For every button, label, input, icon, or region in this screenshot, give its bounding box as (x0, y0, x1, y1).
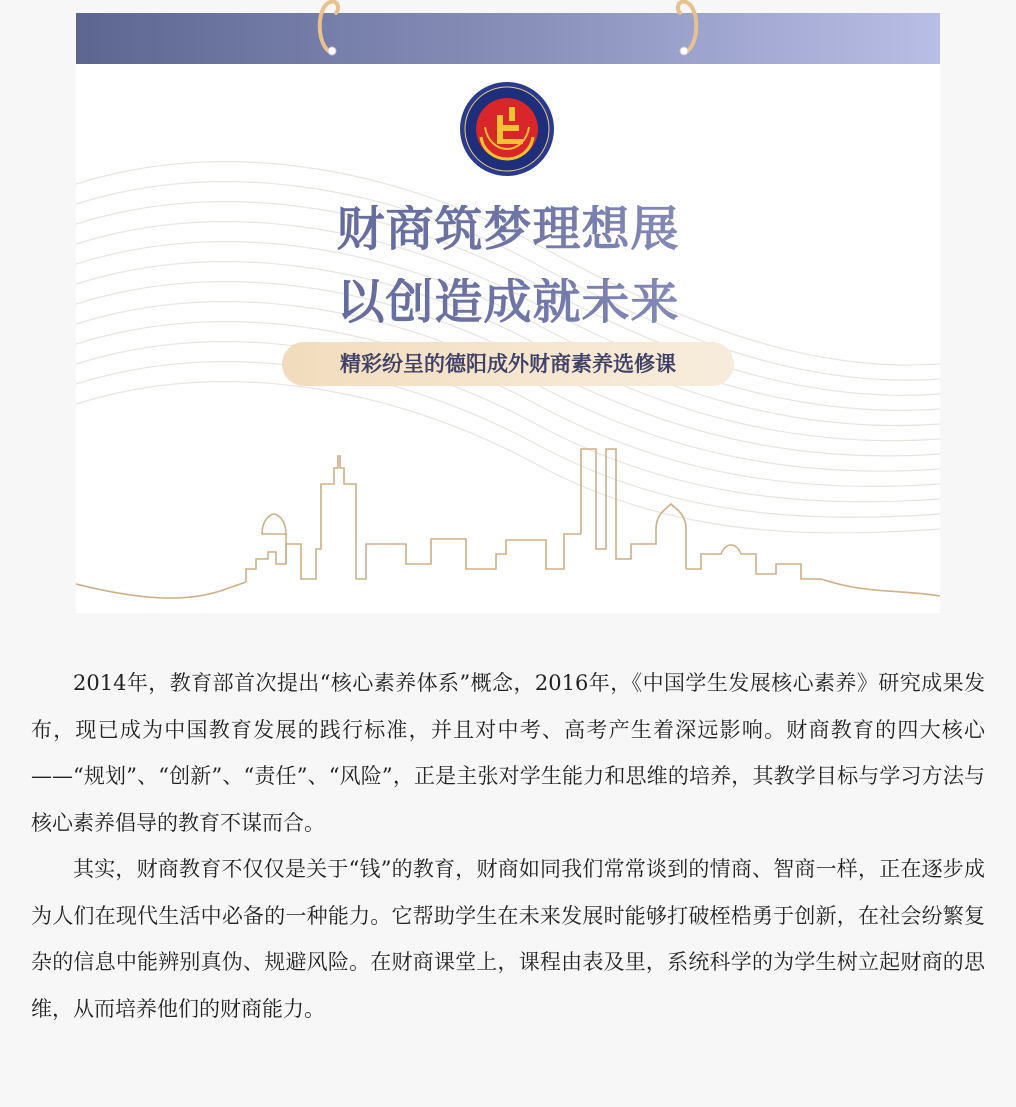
banner-title-line-1: 财商筑梦理想展 (76, 205, 940, 253)
school-emblem (459, 81, 555, 177)
banner-card (76, 13, 940, 613)
banner-title-line-2: 以创造成就未来 (76, 278, 940, 326)
calendar-header-bar (76, 13, 940, 64)
binder-ring-icon (672, 0, 702, 59)
binder-ring-icon (314, 0, 344, 59)
article-paragraph: 其实，财商教育不仅仅是关于“钱”的教育，财商如同我们常常谈到的情商、智商一样，正在逐步成为人们在现代生活中必备的一种能力。它帮助学生在未来发展时能够打破桎梏勇于创新，在社会纷繁复杂的信息中能辨别真伪、规避风险。在财商课堂上，课程由表及里，系统科学的为学生树立起财商的思维，从而培养他们的财商能力。 (31, 857, 985, 1021)
banner-subtitle-pill: 精彩纷呈的德阳成外财商素养选修课 (282, 342, 734, 386)
article-body (31, 660, 985, 1032)
article-paragraph: 2014年，教育部首次提出“核心素养体系”概念，2016年，《中国学生发展核心素养》研究成果发布，现已成为中国教育发展的践行标准，并且对中考、高考产生着深远影响。财商教育的四大核心——“规划”、“创新”、“责任”、“风险”，正是主张对学生能力和思维的培养，其教学目标与学习方法与核心素养倡导的教育不谋而合。 (31, 671, 985, 835)
